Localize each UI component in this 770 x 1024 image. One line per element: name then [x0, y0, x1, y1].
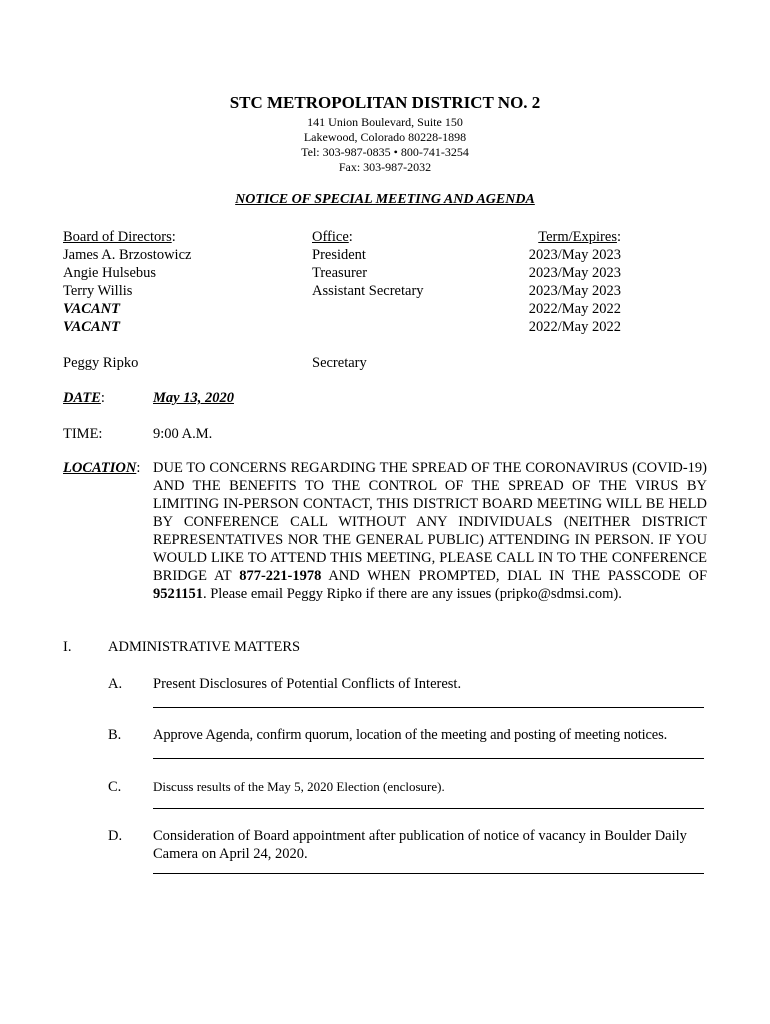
address-line-2: Lakewood, Colorado 80228-1898 [303, 130, 467, 144]
member-name: Angie Hulsebus [63, 265, 157, 281]
telephone-line: Tel: 303-987-0835 • 800-741-3254 [301, 145, 469, 159]
item-text: Present Disclosures of Potential Conflicts of Interest. [153, 676, 462, 692]
district-title: STC METROPOLITAN DISTRICT NO. 2 [229, 93, 541, 112]
location-label: LOCATION: [63, 460, 141, 476]
item-divider [153, 758, 704, 759]
date-label-text: DATE [63, 390, 101, 406]
date-label: DATE: [63, 390, 105, 406]
item-divider [153, 808, 704, 809]
time-label: TIME: [63, 426, 103, 442]
time-value: 9:00 A.M. [153, 426, 213, 442]
item-text: Discuss results of the May 5, 2020 Election (enclosure). [153, 779, 445, 794]
location-text-part1: DUE TO CONCERNS REGARDING THE SPREAD OF THE CORONAVIRUS (COVID-19) AND THE BENEFITS TO THE CONTROL OF THE SPREAD OF THE VIRUS BY LIMITING IN-PERSON CONTACT, THIS DISTRICT BOARD MEETING WILL BE HELD BY CONFERENCE CALL WITHOUT ANY INDIVIDUALS (NEITHER DISTRICT REPRESENTATIVES NOR THE GENERAL PUBLIC) ATTENDING IN PERSON. IF YOU WOULD LIKE TO ATTEND THIS MEETING, PLEASE CALL IN TO THE CONFERENCE BRIDGE AT [153, 460, 707, 584]
passcode: 9521151 [153, 586, 203, 602]
location-text-part3: . Please email Peggy Ripko if there are any issues (pripko@sdmsi.com). [202, 586, 622, 602]
member-term: 2022/May 2022 [528, 301, 621, 317]
member-name: James A. Brzostowicz [63, 247, 192, 263]
member-name: Terry Willis [63, 283, 133, 299]
board-header: Board of Directors: [63, 229, 176, 245]
term-header-label: Term/Expires [538, 229, 617, 245]
secretary-office: Secretary [312, 355, 367, 371]
office-header: Office: [312, 229, 353, 245]
member-term: 2023/May 2023 [528, 283, 621, 299]
item-letter: A. [108, 676, 123, 692]
item-letter: B. [108, 727, 122, 743]
item-letter: D. [108, 828, 123, 844]
secretary-name: Peggy Ripko [63, 355, 139, 371]
member-office: President [312, 247, 366, 263]
item-divider [153, 707, 704, 708]
item-text: Consideration of Board appointment after publication of notice of vacancy in Boulder Daily Camera on April 24, 2020. [153, 828, 687, 862]
member-office: Assistant Secretary [312, 283, 424, 299]
member-term: 2022/May 2022 [528, 319, 621, 335]
member-office: Treasurer [312, 265, 368, 281]
item-text: Approve Agenda, confirm quorum, location of the meeting and posting of meeting notices. [153, 727, 668, 743]
date-value: May 13, 2020 [153, 390, 234, 406]
board-header-label: Board of Directors [63, 229, 172, 245]
office-header-label: Office [312, 229, 349, 245]
section-number: I. [63, 639, 72, 655]
notice-title: NOTICE OF SPECIAL MEETING AND AGENDA [235, 192, 535, 207]
member-term: 2023/May 2023 [528, 265, 621, 281]
member-name-vacant: VACANT [63, 319, 120, 335]
address-line-1: 141 Union Boulevard, Suite 150 [307, 115, 463, 129]
term-header: Term/Expires: [538, 229, 621, 245]
fax-line: Fax: 303-987-2032 [338, 160, 432, 174]
section-title: ADMINISTRATIVE MATTERS [108, 639, 301, 655]
conference-phone: 877-221-1978 [239, 568, 322, 584]
member-term: 2023/May 2023 [528, 247, 621, 263]
location-text-part2: AND WHEN PROMPTED, DIAL IN THE PASSCODE OF [321, 568, 708, 584]
item-divider [153, 873, 704, 874]
item-letter: C. [108, 779, 122, 795]
location-text [153, 459, 707, 603]
member-name-vacant: VACANT [63, 301, 120, 317]
location-label-text: LOCATION [63, 460, 137, 476]
